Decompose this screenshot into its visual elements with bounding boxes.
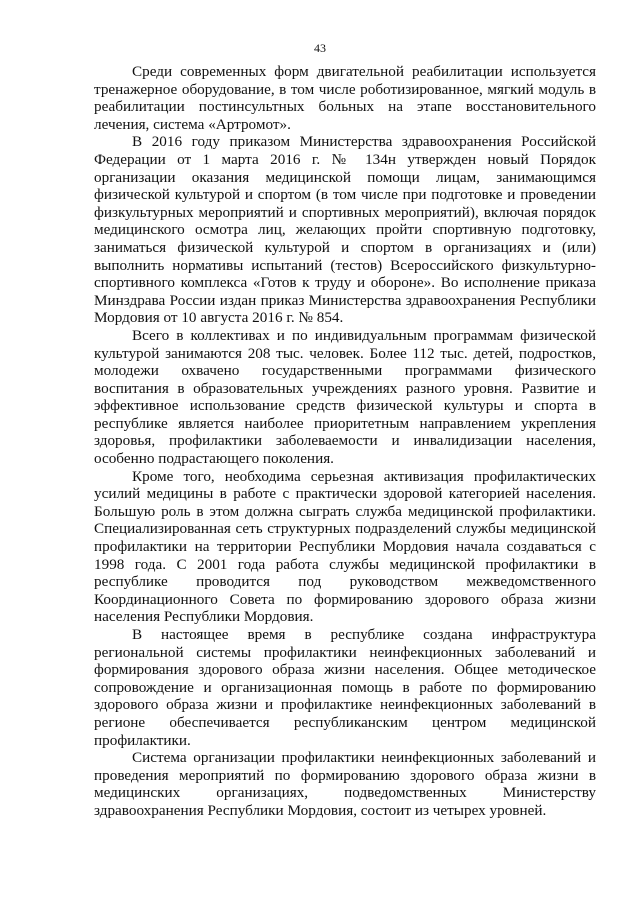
paragraph-ministry-order: В 2016 году приказом Министерства здравоохранения Российской Федерации от 1 марта 2016 г. № 134н утвержден новый Порядок организации оказания медицинской помощи лицам, занимающимся физической культурой и спортом (в том числе при подготовке и проведении физкультурных мероприятий и спортивных мероприятий), включая порядок медицинского осмотра лиц, желающих пройти спортивную подготовку, заниматься физической культурой и спортом в организациях и (или) выполнить нормативы испытаний (тестов) Всероссийского физкультурно-спортивного комплекса «Готов к труду и обороне». Во исполнение приказа Минздрава России издан приказ Министерства здравоохранения Республики Мордовия от 10 августа 2016 г. № 854.	[94, 133, 596, 327]
paragraph-rehabilitation-equipment: Среди современных форм двигательной реабилитации используется тренажерное оборудование, в том числе роботизированное, мягкий модуль в реабилитации постинсультных больных на этапе восстановительного лечения, система «Артромот».	[94, 63, 596, 133]
paragraph-prevention-service: Кроме того, необходима серьезная активизация профилактических усилий медицины в работе с практически здоровой категорией населения. Большую роль в этом должна сыграть служба медицинской профилактики. Специализированная сеть структурных подразделений службы медицинской профилактики на территории Республики Мордовия начала создаваться с 1998 года. С 2001 года работа службы медицинской профилактики в республике проводится под руководством межведомственного Координационного Совета по формированию здорового образа жизни населения Республики Мордовия.	[94, 467, 596, 626]
paragraph-prevention-system-levels: Система организации профилактики неинфекционных заболеваний и проведения мероприятий по формированию здорового образа жизни в медицинских организациях, подведомственных Министерству здравоохранения Республики Мордовия, состоит из четырех уровней.	[94, 749, 596, 819]
page-number: 43	[314, 41, 326, 55]
body-text	[94, 63, 596, 820]
paragraph-regional-infrastructure: В настоящее время в республике создана инфраструктура региональной системы профилактики неинфекционных заболеваний и формирования здорового образа жизни населения. Общее методическое сопровождение и организационная помощь в работе по формированию здорового образа жизни и профилактике неинфекционных заболеваний в регионе обеспечивается республиканским центром медицинской профилактики.	[94, 626, 596, 749]
paragraph-physical-culture-statistics: Всего в коллективах и по индивидуальным программам физической культурой занимаются 208 тыс. человек. Более 112 тыс. детей, подростков, молодежи охвачено государственными программами физического воспитания в образовательных учреждениях разного уровня. Развитие и эффективное использование средств физической культуры и спорта в республике является наиболее приоритетным направлением укрепления здоровья, профилактики заболеваемости и инвалидизации населения, особенно подрастающего поколения.	[94, 326, 596, 468]
